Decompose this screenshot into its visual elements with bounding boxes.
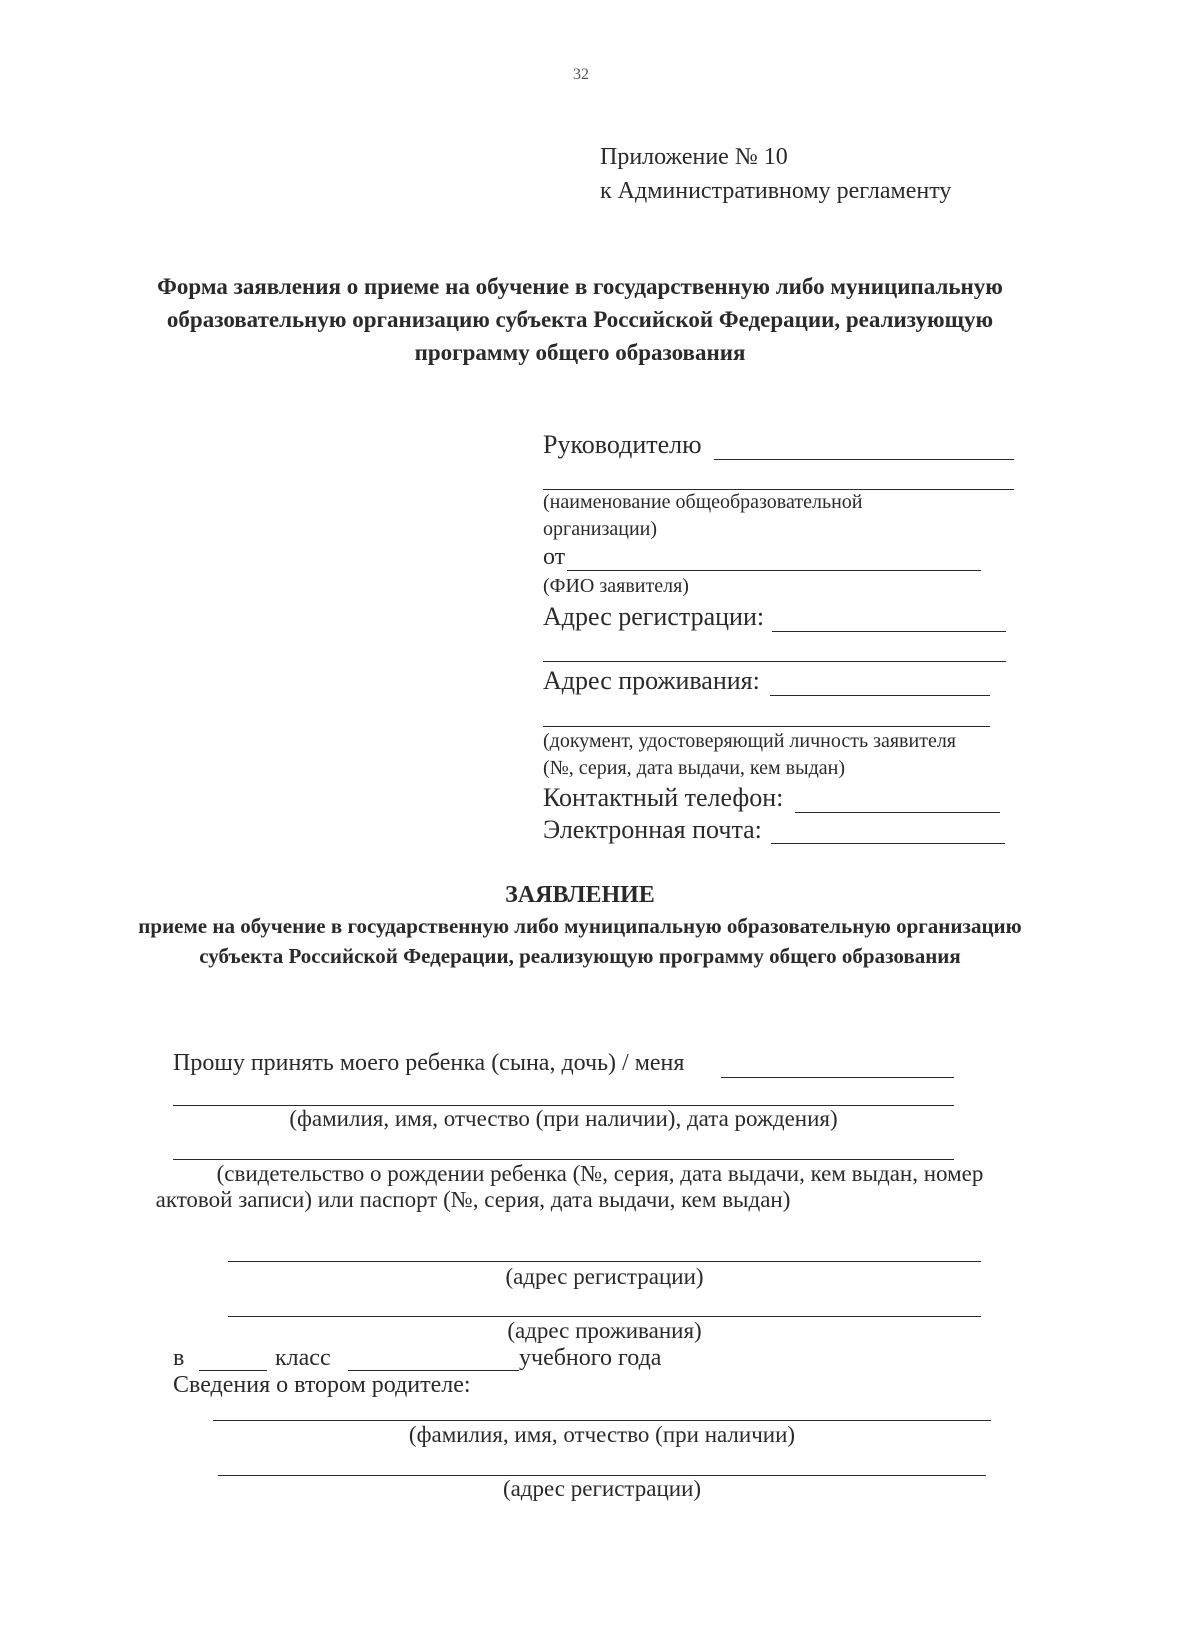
org-name-note: (наименование общеобразовательной [543,491,863,513]
form-title: Форма заявления о приеме на обучение в государственную либо муниципальную образовательную организацию субъекта Российской Федерации, реализующую программу общего образования [157,274,1003,365]
doc-note-2: (№, серия, дата выдачи, кем выдан) [543,757,845,779]
live-address-caption: (адрес проживания) [507,1318,702,1343]
parent-reg-caption: (адрес регистрации) [502,1476,702,1501]
appendix-title: Приложение № 10 [600,144,788,170]
fio-caption: (фамилия, имя, отчество (при наличии), дата рождения) [289,1106,838,1131]
from-label: от [543,544,566,570]
parent-fio-line[interactable] [213,1420,991,1421]
reg-address-caption: (адрес регистрации) [505,1264,704,1289]
doc-note: (документ, удостоверяющий личность заявителя [543,730,956,752]
request-name-field[interactable] [721,1077,954,1078]
in-label: в [173,1345,185,1371]
certificate-caption-2: актовой записи) или паспорт (№, серия, дата выдачи, кем выдан) [155,1187,791,1212]
school-year-field[interactable] [348,1370,519,1371]
reg-address-field[interactable] [772,631,1006,632]
email-field[interactable] [771,843,1005,844]
second-parent-label: Сведения о втором родителе: [173,1372,471,1398]
org-name-field[interactable] [543,489,1014,490]
reg-address-field-2[interactable] [543,661,1006,662]
page-number: 32 [573,66,589,83]
class-number-field[interactable] [199,1370,267,1371]
certificate-caption: (свидетельство о рождении ребенка (№, серия, дата выдачи, кем выдан, номер [216,1161,984,1186]
head-name-field[interactable] [714,459,1014,460]
phone-label: Контактный телефон: [543,783,784,812]
live-address-label: Адрес проживания: [543,666,760,695]
class-label: класс [275,1345,331,1371]
statement-heading: ЗАЯВЛЕНИЕ [505,882,655,908]
email-label: Электронная почта: [543,815,762,844]
request-text: Прошу принять моего ребенка (сына, дочь) / меня [173,1050,685,1076]
statement-subheading: приеме на обучение в государственную либо муниципальную образовательную организацию субъекта Российской Федерации, реализующую программу общего образования [138,914,1022,968]
org-name-note-2: организации) [543,518,658,540]
phone-field[interactable] [795,812,1000,813]
certificate-field[interactable] [173,1159,954,1160]
head-label: Руководителю [543,430,702,459]
reg-address-label: Адрес регистрации: [543,602,765,631]
year-label: учебного года [519,1345,662,1371]
parent-fio-caption: (фамилия, имя, отчество (при наличии) [408,1422,796,1447]
applicant-name-field[interactable] [567,570,981,571]
live-address-field-2[interactable] [543,726,990,727]
reg-address-line[interactable] [228,1261,981,1262]
live-address-line[interactable] [228,1316,981,1317]
live-address-field[interactable] [770,695,990,696]
applicant-note: (ФИО заявителя) [543,575,689,597]
appendix-subtitle: к Административному регламенту [600,178,952,204]
